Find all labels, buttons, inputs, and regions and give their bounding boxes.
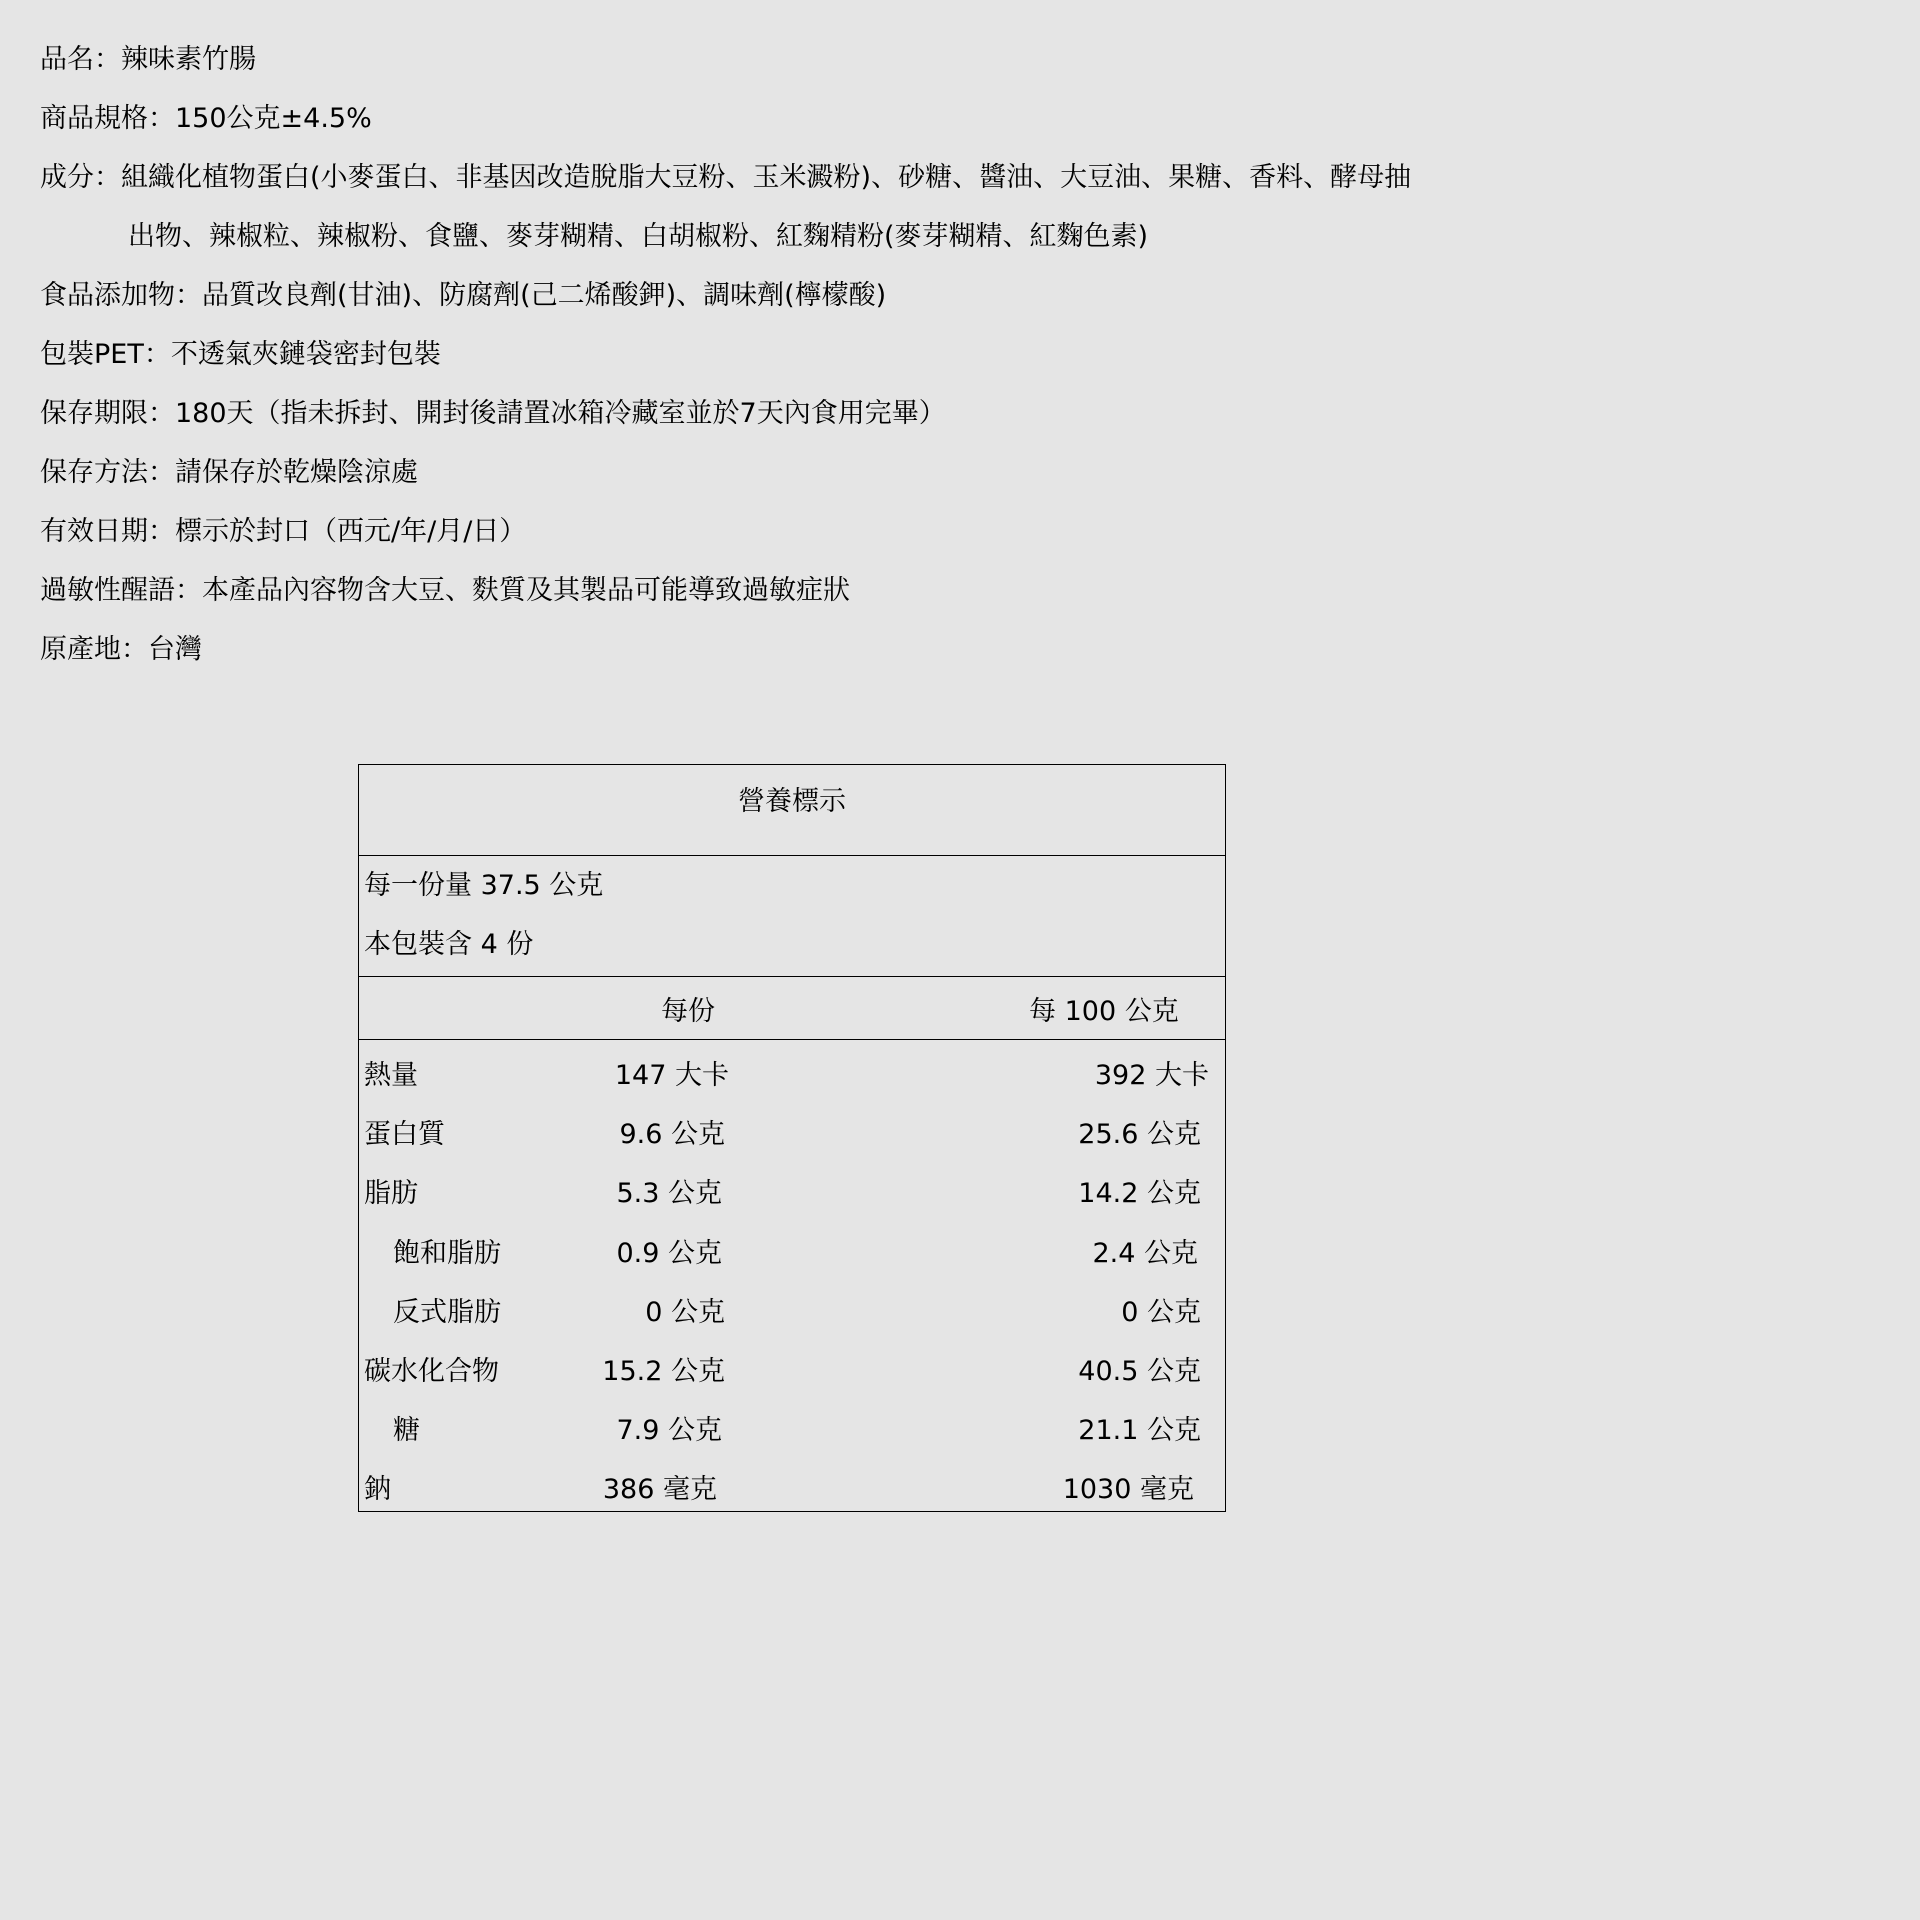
allergen-label: 過敏性醒語： <box>40 575 202 606</box>
packaging-value: 不透氣夾鏈袋密封包裝 <box>170 339 441 370</box>
per-100g-value: 0 公克 <box>1121 1296 1201 1328</box>
shelf-life-label: 保存期限： <box>40 398 175 429</box>
spec-value: 150公克±4.5% <box>175 103 372 134</box>
per-serving-value: 0 公克 <box>645 1296 725 1328</box>
nutrition-rows <box>359 1040 1225 1514</box>
serving-info <box>359 856 1225 977</box>
shelf-life-value: 180天（指未拆封、開封後請置冰箱冷藏室並於7天內食用完畢） <box>175 398 946 429</box>
nutrition-title: 營養標示 <box>359 765 1225 856</box>
col-per-100g: 每 100 公克 <box>1029 996 1179 1027</box>
shelf-life-row <box>40 384 1550 443</box>
per-serving-value: 0.9 公克 <box>616 1237 722 1269</box>
table-row <box>359 1336 1225 1395</box>
packaging-label: 包裝PET： <box>40 339 171 370</box>
table-row <box>359 1158 1225 1217</box>
origin-value: 台灣 <box>148 634 202 665</box>
product-name-label: 品名： <box>40 44 121 75</box>
ingredients-value-line1: 組織化植物蛋白(小麥蛋白、非基因改造脫脂大豆粉、玉米澱粉)、砂糖、醬油、大豆油、果糖、香料、酵母抽 <box>121 162 1412 193</box>
nutrient-name: 糖 <box>393 1415 420 1447</box>
ingredients-label: 成分： <box>40 162 121 193</box>
product-name-row <box>40 30 1550 89</box>
per-serving-value: 7.9 公克 <box>616 1415 722 1447</box>
table-row <box>359 1395 1225 1454</box>
nutrient-name: 鈉 <box>364 1474 391 1506</box>
nutrient-name: 碳水化合物 <box>364 1355 499 1387</box>
per-100g-value: 40.5 公克 <box>1078 1355 1201 1387</box>
table-row <box>359 1099 1225 1158</box>
spec-label: 商品規格： <box>40 103 175 134</box>
per-100g-value: 25.6 公克 <box>1078 1119 1201 1151</box>
storage-label: 保存方法： <box>40 457 175 488</box>
per-100g-value: 21.1 公克 <box>1078 1415 1201 1447</box>
table-row <box>359 1277 1225 1336</box>
additives-row <box>40 266 1550 325</box>
per-100g-value: 2.4 公克 <box>1092 1237 1198 1269</box>
expiry-value: 標示於封口（西元/年/月/日） <box>175 516 527 547</box>
ingredients-row <box>40 148 1550 207</box>
per-serving-value: 5.3 公克 <box>616 1178 722 1210</box>
storage-value: 請保存於乾燥陰涼處 <box>175 457 418 488</box>
ingredients-value-line2: 出物、辣椒粒、辣椒粉、食鹽、麥芽糊精、白胡椒粉、紅麴精粉(麥芽糊精、紅麴色素) <box>128 221 1149 252</box>
origin-label: 原產地： <box>40 634 148 665</box>
product-info <box>40 30 1550 679</box>
table-row <box>359 1040 1225 1099</box>
per-100g-value: 14.2 公克 <box>1078 1178 1201 1210</box>
nutrition-column-headers <box>359 977 1225 1040</box>
per-100g-value: 1030 毫克 <box>1062 1474 1194 1506</box>
spec-row <box>40 89 1550 148</box>
expiry-label: 有效日期： <box>40 516 175 547</box>
nutrient-name: 飽和脂肪 <box>393 1237 501 1269</box>
additives-label: 食品添加物： <box>40 280 202 311</box>
table-row <box>359 1218 1225 1277</box>
serving-size: 每一份量 37.5 公克 <box>364 870 604 901</box>
servings-per-pack: 本包裝含 4 份 <box>364 929 534 960</box>
expiry-row <box>40 502 1550 561</box>
allergen-value: 本產品內容物含大豆、麩質及其製品可能導致過敏症狀 <box>202 575 850 606</box>
nutrient-name: 熱量 <box>364 1060 418 1091</box>
nutrition-facts-table <box>358 764 1226 1512</box>
per-serving-value: 147 大卡 <box>614 1060 729 1091</box>
product-name-value: 辣味素竹腸 <box>121 44 256 75</box>
table-row <box>359 1454 1225 1513</box>
col-per-serving: 每份 <box>661 996 715 1027</box>
per-serving-value: 9.6 公克 <box>619 1119 725 1151</box>
origin-row <box>40 620 1550 679</box>
packaging-row <box>40 325 1550 384</box>
additives-value: 品質改良劑(甘油)、防腐劑(己二烯酸鉀)、調味劑(檸檬酸) <box>202 280 887 311</box>
per-serving-value: 15.2 公克 <box>602 1355 725 1387</box>
nutrient-name: 蛋白質 <box>364 1119 445 1151</box>
allergen-row <box>40 561 1550 620</box>
nutrient-name: 反式脂肪 <box>393 1296 501 1328</box>
per-100g-value: 392 大卡 <box>1094 1060 1209 1091</box>
storage-row <box>40 443 1550 502</box>
nutrient-name: 脂肪 <box>364 1178 418 1210</box>
per-serving-value: 386 毫克 <box>602 1474 717 1506</box>
